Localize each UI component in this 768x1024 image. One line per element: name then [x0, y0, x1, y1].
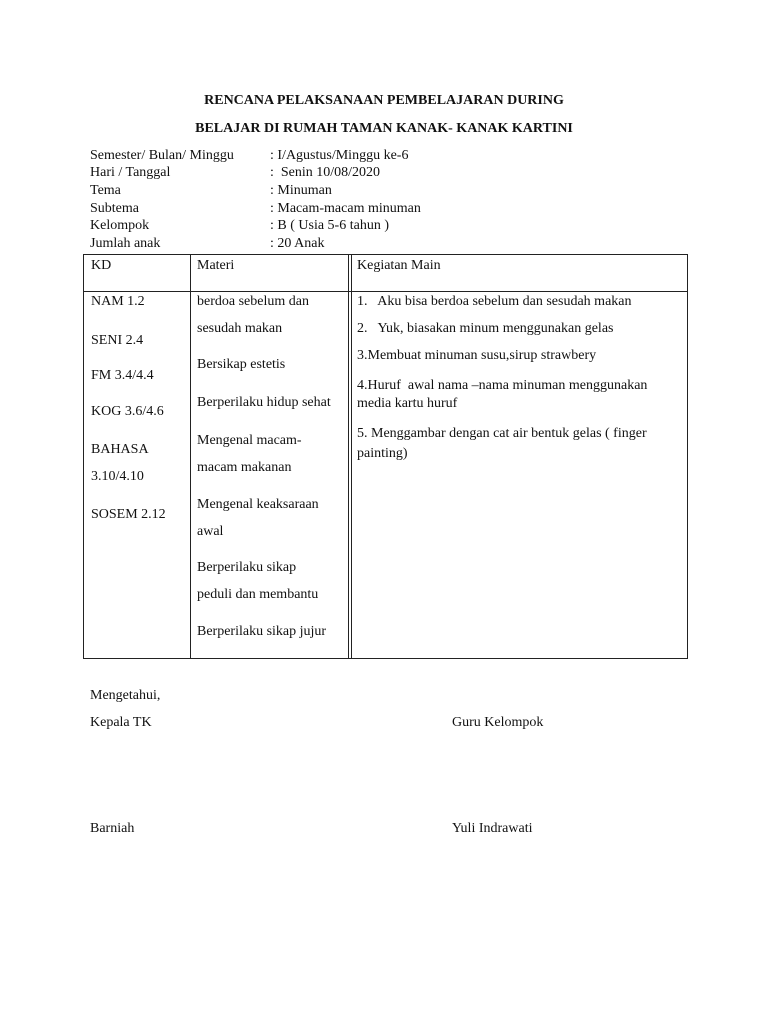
kepala-name: Barniah: [90, 821, 135, 836]
kd-item: FM 3.4/4.4: [91, 368, 154, 383]
document-title-line1: RENCANA PELAKSANAAN PEMBELAJARAN DURING: [204, 93, 564, 108]
guru-title: Guru Kelompok: [452, 715, 544, 730]
info-label-jumlah: Jumlah anak: [90, 236, 161, 251]
kepala-title: Kepala TK: [90, 715, 152, 730]
info-value-semester: : I/Agustus/Minggu ke-6: [270, 148, 409, 163]
header-kegiatan: Kegiatan Main: [357, 258, 441, 273]
materi-line: macam makanan: [197, 460, 292, 475]
kd-item: BAHASA: [91, 442, 149, 457]
table-header-divider: [84, 291, 687, 292]
kegiatan-line: 1. Aku bisa berdoa sebelum dan sesudah makan: [357, 294, 632, 309]
info-label-tema: Tema: [90, 183, 121, 198]
kegiatan-line: 4.Huruf awal nama –nama minuman menggunakan: [357, 378, 648, 393]
kegiatan-line: painting): [357, 446, 408, 461]
kegiatan-line: 5. Menggambar dengan cat air bentuk gelas ( finger: [357, 426, 647, 441]
info-value-jumlah: : 20 Anak: [270, 236, 325, 251]
document-title-line2: BELAJAR DI RUMAH TAMAN KANAK- KANAK KARTINI: [195, 121, 573, 136]
info-label-kelompok: Kelompok: [90, 218, 150, 233]
column-divider: [348, 255, 349, 658]
info-value-kelompok: : B ( Usia 5-6 tahun ): [270, 218, 389, 233]
header-materi: Materi: [197, 258, 235, 273]
info-label-subtema: Subtema: [90, 201, 139, 216]
info-value-tema: : Minuman: [270, 183, 332, 198]
kd-item: SENI 2.4: [91, 333, 144, 348]
materi-line: Berperilaku sikap jujur: [197, 624, 327, 639]
kd-item: 3.10/4.10: [91, 469, 144, 484]
materi-line: berdoa sebelum dan: [197, 294, 309, 309]
materi-line: awal: [197, 524, 224, 539]
guru-name: Yuli Indrawati: [452, 821, 533, 836]
column-divider: [190, 255, 191, 658]
materi-line: Berperilaku hidup sehat: [197, 395, 331, 410]
kd-item: SOSEM 2.12: [91, 507, 166, 522]
kegiatan-line: 2. Yuk, biasakan minum menggunakan gelas: [357, 321, 614, 336]
materi-line: peduli dan membantu: [197, 587, 319, 602]
materi-line: sesudah makan: [197, 321, 283, 336]
materi-line: Mengenal keaksaraan: [197, 497, 319, 512]
mengetahui-label: Mengetahui,: [90, 688, 161, 703]
kd-item: KOG 3.6/4.6: [91, 404, 164, 419]
column-divider: [351, 255, 352, 658]
materi-line: Bersikap estetis: [197, 357, 286, 372]
info-value-subtema: : Macam-macam minuman: [270, 201, 421, 216]
materi-line: Mengenal macam-: [197, 433, 302, 448]
lesson-table: [83, 254, 688, 659]
kegiatan-line: 3.Membuat minuman susu,sirup strawbery: [357, 348, 597, 363]
info-label-semester: Semester/ Bulan/ Minggu: [90, 148, 234, 163]
info-value-hari: : Senin 10/08/2020: [270, 165, 381, 180]
info-label-hari: Hari / Tanggal: [90, 165, 171, 180]
kegiatan-line: media kartu huruf: [357, 396, 458, 411]
kd-item: NAM 1.2: [91, 294, 145, 309]
materi-line: Berperilaku sikap: [197, 560, 297, 575]
header-kd: KD: [91, 258, 112, 273]
